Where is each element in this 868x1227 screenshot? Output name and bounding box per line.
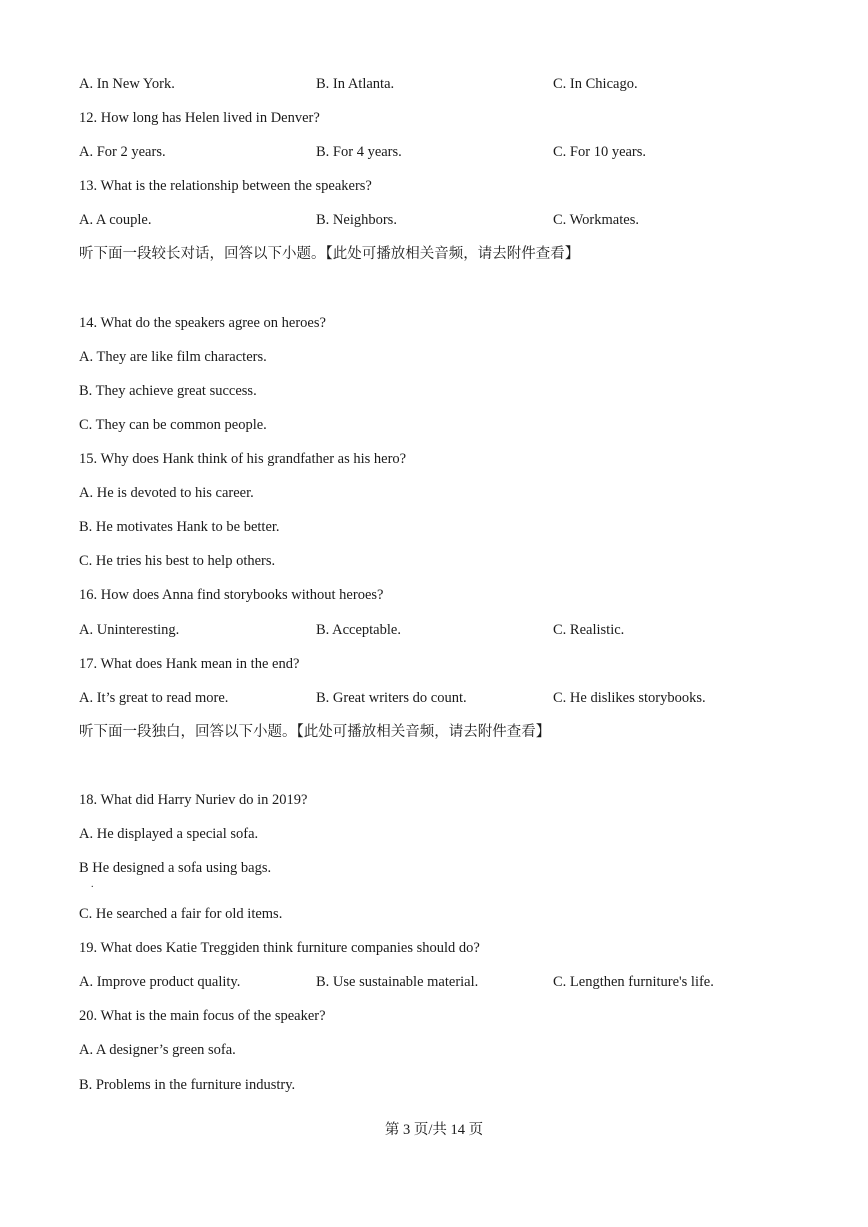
- q18-option-b: B He designed a sofa using bags.: [79, 860, 272, 876]
- q16-option-a: A. Uninteresting.: [79, 622, 180, 638]
- q15-option-c: C. He tries his best to help others.: [79, 553, 276, 569]
- q11-option-b: B. In Atlanta.: [316, 76, 395, 92]
- q14-option-a: A. They are like film characters.: [79, 349, 267, 365]
- q14-option-b: B. They achieve great success.: [79, 383, 257, 399]
- q19-stem: 19. What does Katie Treggiden think furniture companies should do?: [79, 940, 480, 956]
- q20-option-b: B. Problems in the furniture industry.: [79, 1077, 296, 1093]
- q13-option-c: C. Workmates.: [553, 212, 639, 228]
- q14-stem: 14. What do the speakers agree on heroes?: [79, 315, 326, 331]
- page-number: 第 3 页/共 14 页: [384, 1122, 484, 1138]
- q16-option-b: B. Acceptable.: [316, 622, 401, 638]
- q16-stem: 16. How does Anna find storybooks without heroes?: [79, 587, 384, 603]
- instruction-dialogue: 听下面一段较长对话，回答以下小题。【此处可播放相关音频，请去附件查看】: [79, 246, 580, 262]
- q17-option-a: A. It’s great to read more.: [79, 690, 229, 706]
- q19-option-c: C. Lengthen furniture's life.: [553, 974, 714, 990]
- q19-option-a: A. Improve product quality.: [79, 974, 241, 990]
- q15-option-b: B. He motivates Hank to be better.: [79, 519, 280, 535]
- q13-option-b: B. Neighbors.: [316, 212, 397, 228]
- q20-option-a: A. A designer’s green sofa.: [79, 1042, 236, 1058]
- q18-option-c: C. He searched a fair for old items.: [79, 906, 283, 922]
- q16-option-c: C. Realistic.: [553, 622, 625, 638]
- q18-option-a: A. He displayed a special sofa.: [79, 826, 259, 842]
- q12-stem: 12. How long has Helen lived in Denver?: [79, 110, 320, 126]
- q17-option-b: B. Great writers do count.: [316, 690, 467, 706]
- q13-option-a: A. A couple.: [79, 212, 152, 228]
- q17-stem: 17. What does Hank mean in the end?: [79, 656, 300, 672]
- q20-stem: 20. What is the main focus of the speaker?: [79, 1008, 326, 1024]
- q12-option-a: A. For 2 years.: [79, 144, 166, 160]
- q13-stem: 13. What is the relationship between the speakers?: [79, 178, 372, 194]
- q15-option-a: A. He is devoted to his career.: [79, 485, 254, 501]
- q19-option-b: B. Use sustainable material.: [316, 974, 479, 990]
- q17-option-c: C. He dislikes storybooks.: [553, 690, 706, 706]
- q11-option-c: C. In Chicago.: [553, 76, 638, 92]
- q12-option-b: B. For 4 years.: [316, 144, 402, 160]
- q18-stem: 18. What did Harry Nuriev do in 2019?: [79, 792, 308, 808]
- q18-stray-mark: .: [91, 879, 94, 890]
- instruction-monologue: 听下面一段独白，回答以下小题。【此处可播放相关音频，请去附件查看】: [79, 724, 551, 740]
- q11-option-a: A. In New York.: [79, 76, 175, 92]
- q15-stem: 15. Why does Hank think of his grandfather as his hero?: [79, 451, 407, 467]
- q14-option-c: C. They can be common people.: [79, 417, 267, 433]
- q12-option-c: C. For 10 years.: [553, 144, 647, 160]
